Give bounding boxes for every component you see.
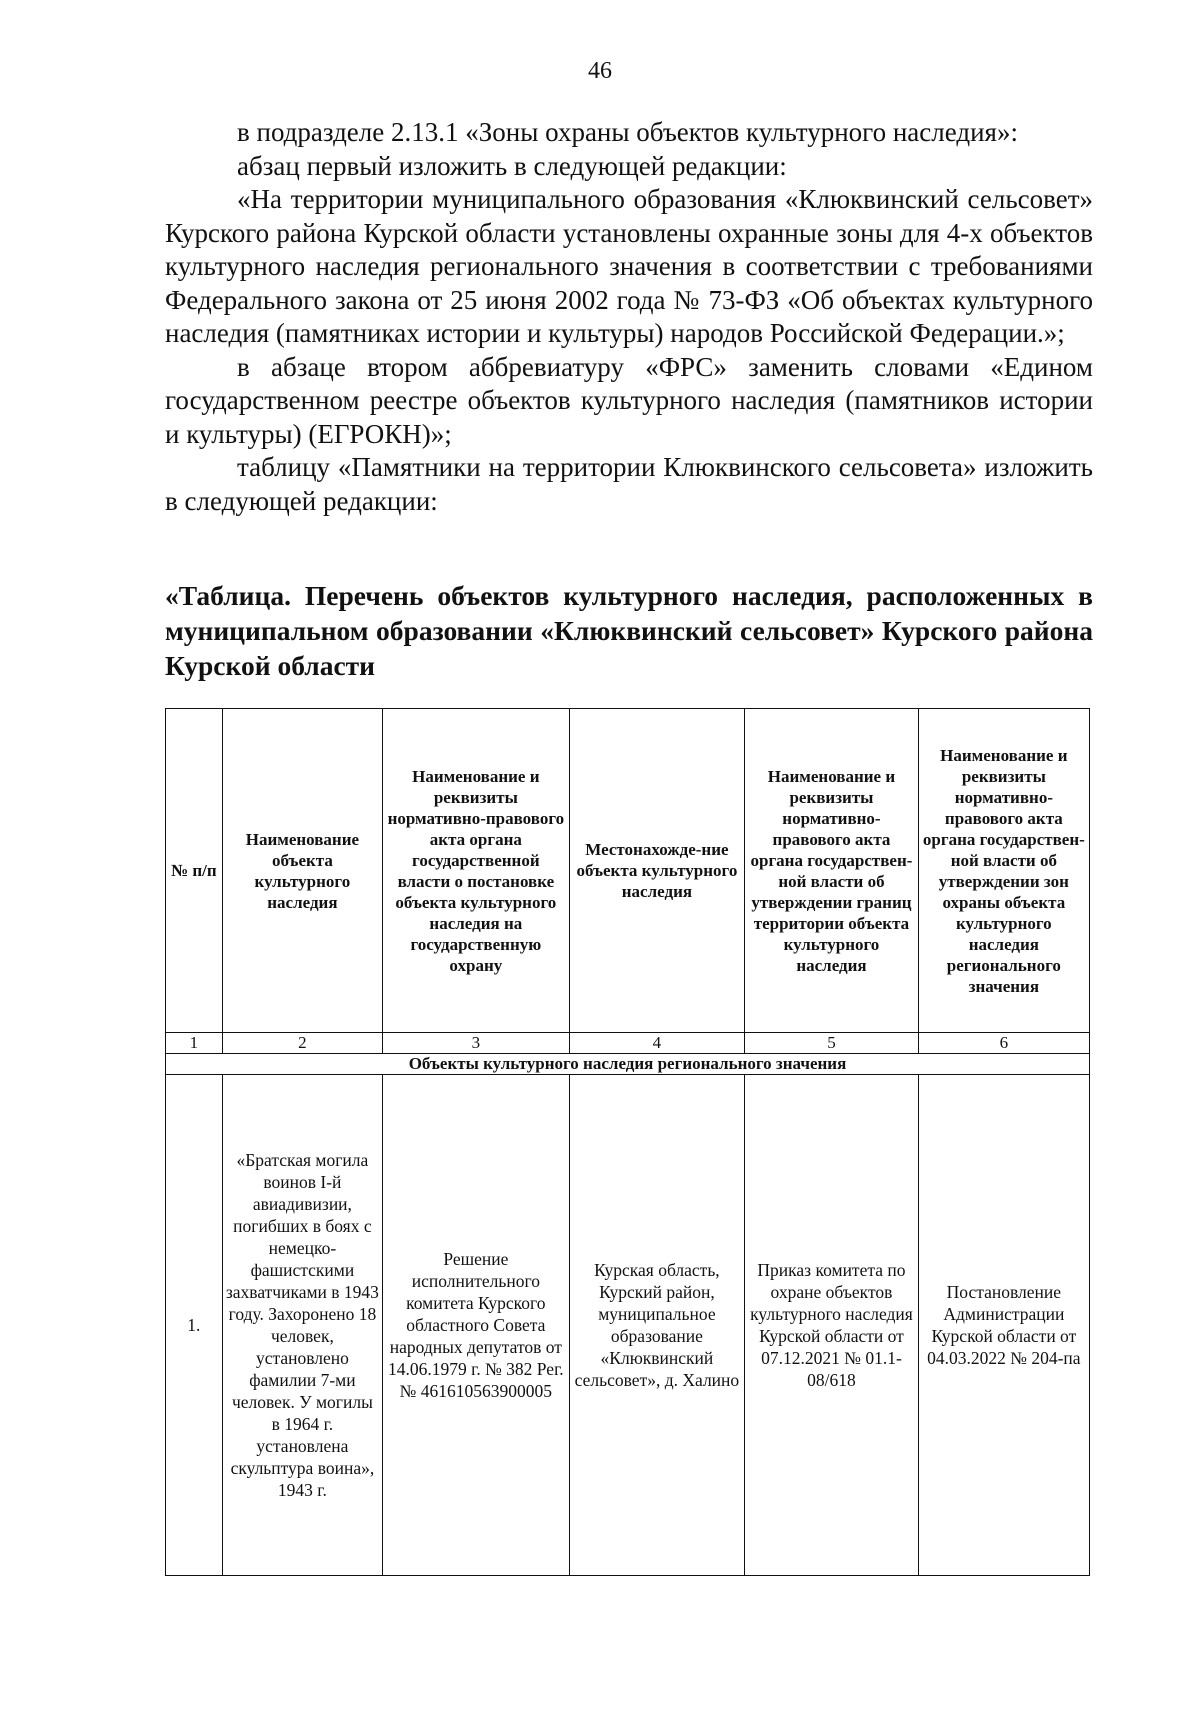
paragraph-table-instruction: таблицу «Памятники на территории Клюквинского сельсовета» изложить в следующей редакции:	[165, 452, 1093, 516]
paragraph-subsection: в подразделе 2.13.1 «Зоны охраны объектов культурного наследия»:	[237, 117, 1018, 147]
header-number: № п/п	[166, 709, 223, 1033]
table-header-row	[166, 709, 1090, 1033]
section-title: Объекты культурного наследия регионального значения	[166, 1054, 1090, 1075]
header-location: Местонахожде-ние объекта культурного наследия	[569, 709, 745, 1033]
header-protection-act: Наименование и реквизиты нормативно-правового акта органа государственной власти о постановке объекта культурного наследия на государственную охрану	[383, 709, 570, 1033]
paragraph-new-text: «На территории муниципального образования «Клюквинский сельсовет» Курского района Курской области установлены охранные зоны для 4-х объектов культурного наследия регионального значения в соответствии с требованиями Федерального закона от 25 июня 2002 года № 73-ФЗ «Об объектах культурного наследия (памятниках истории и культуры) народов Российской Федерации.»;	[165, 184, 1093, 348]
column-number: 2	[222, 1033, 382, 1054]
cell-location: Курская область, Курский район, муниципальное образование «Клюквинский сельсовет», д. Халино	[569, 1075, 745, 1576]
body-text	[165, 116, 1093, 518]
table-heading: «Таблица. Перечень объектов культурного наследия, расположенных в муниципальном образовании «Клюквинский сельсовет» Курского района Курской области	[165, 580, 1093, 681]
header-zones-act: Наименование и реквизиты нормативно-правового акта органа государствен-ной власти об утверждении зон охраны объекта культурного наследия регионального значения	[918, 709, 1089, 1033]
paragraph-abbreviation: в абзаце втором аббревиатуру «ФРС» заменить словами «Едином государственном реестре объектов культурного наследия (памятников истории и культуры) (ЕГРОКН)»;	[165, 351, 1093, 449]
header-object-name: Наименование объекта культурного наследия	[222, 709, 382, 1033]
cell-number: 1.	[166, 1075, 223, 1576]
page-number: 46	[588, 58, 612, 84]
cell-zones-act: Постановление Администрации Курской области от 04.03.2022 № 204-па	[918, 1075, 1089, 1576]
paragraph-instruction-first: абзац первый изложить в следующей редакции:	[237, 150, 787, 181]
column-number-row	[166, 1033, 1090, 1054]
table-row	[166, 1075, 1090, 1576]
column-number: 1	[166, 1033, 223, 1054]
column-number: 3	[383, 1033, 570, 1054]
cell-protection-act: Решение исполнительного комитета Курского областного Совета народных депутатов от 14.06.1979 г. № 382 Рег. № 461610563900005	[383, 1075, 570, 1576]
column-number: 5	[745, 1033, 918, 1054]
cell-object-name: «Братская могила воинов I-й авиадивизии, погибших в боях с немецко-фашистскими захватчиками в 1943 году. Захоронено 18 человек, установлено фамилии 7-ми человек. У могилы в 1964 г. установлена скульптура воина», 1943 г.	[222, 1075, 382, 1576]
cell-boundaries-act: Приказ комитета по охране объектов культурного наследия Курской области от 07.12.2021 № 01.1-08/618	[745, 1075, 918, 1576]
section-row	[166, 1054, 1090, 1075]
header-boundaries-act: Наименование и реквизиты нормативно-правового акта органа государствен-ной власти об утверждении границ территории объекта культурного наследия	[745, 709, 918, 1033]
heritage-table	[165, 708, 1090, 1576]
column-number: 6	[918, 1033, 1089, 1054]
column-number: 4	[569, 1033, 745, 1054]
